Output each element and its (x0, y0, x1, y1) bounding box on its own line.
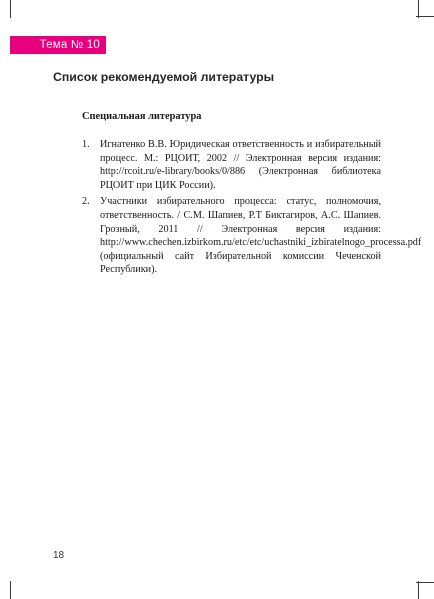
reference-list (82, 138, 422, 280)
crop-mark-bottom-left (10, 581, 11, 599)
reference-text: Участники избирательного процесса: статус, полномочия, ответственность. / С.М. Шапиев, Р.Т Биктагиров, А.С. Шапиев. Грозный, 2011 // Электронная версия издания: http://www.chechen.izbirkom.ru/etc/etc/uchastniki_izbiratelnogo_processa.pdf (официальный сайт Избирательной комиссии Чеченской Республики). (100, 196, 422, 276)
crop-mark-bottom-right (418, 581, 419, 599)
crop-mark-top-left (10, 0, 11, 18)
reference-number: 1. (82, 139, 90, 150)
reference-text: Игнатенко В.В. Юридическая ответственность и избирательный процесс. М.: РЦОИТ, 2002 // Электронная версия издания: http://rcoit.ru/e-library/books/0/886 (Электронная библиотека РЦОИТ при ЦИК России). (100, 139, 381, 191)
reference-item (82, 195, 422, 277)
reference-item (82, 138, 381, 192)
section-heading: Специальная литература (82, 111, 202, 122)
topic-badge: Тема № 10 (10, 36, 106, 54)
page-title: Список рекомендуемой литературы (53, 70, 275, 84)
crop-mark-top-right-horizontal (416, 16, 434, 17)
page-number: 18 (53, 550, 65, 561)
reference-number: 2. (82, 196, 90, 208)
crop-mark-bottom-right-horizontal (416, 582, 434, 583)
